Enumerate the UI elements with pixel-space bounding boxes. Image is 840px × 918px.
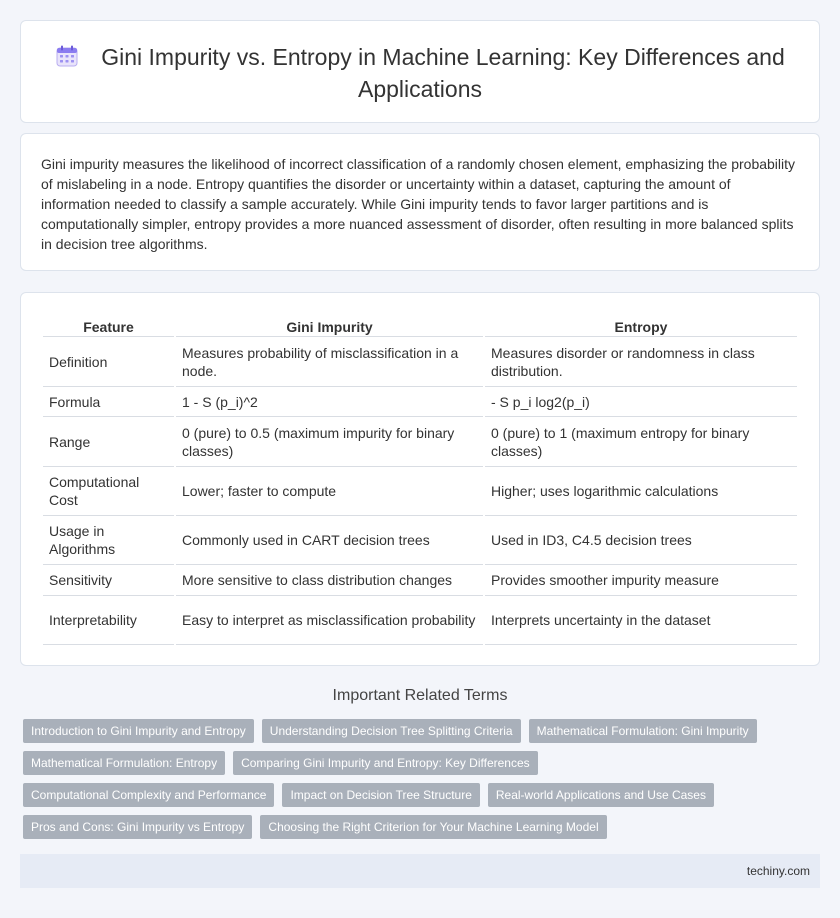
- entropy-cell: - S p_i log2(p_i): [485, 387, 797, 417]
- header-gini: Gini Impurity: [176, 313, 483, 337]
- gini-cell: Measures probability of misclassification in a node.: [176, 337, 483, 387]
- feature-cell: Sensitivity: [43, 565, 174, 596]
- entropy-cell: Measures disorder or randomness in class distribution.: [485, 337, 797, 387]
- entropy-cell: Interprets uncertainty in the dataset: [485, 596, 797, 645]
- related-terms-list: [23, 719, 803, 847]
- entropy-cell: Higher; uses logarithmic calculations: [485, 467, 797, 516]
- entropy-cell: Used in ID3, C4.5 decision trees: [485, 516, 797, 565]
- entropy-cell: Provides smoother impurity measure: [485, 565, 797, 596]
- related-term-tag[interactable]: Computational Complexity and Performance: [23, 783, 274, 807]
- intro-card: [20, 133, 820, 271]
- page-title-wrap: [41, 43, 799, 104]
- feature-cell: Range: [43, 417, 174, 467]
- gini-cell: Commonly used in CART decision trees: [176, 516, 483, 565]
- feature-cell: Interpretability: [43, 596, 174, 645]
- related-term-tag[interactable]: Choosing the Right Criterion for Your Machine Learning Model: [260, 815, 606, 839]
- feature-cell: Definition: [43, 337, 174, 387]
- related-term-tag[interactable]: Pros and Cons: Gini Impurity vs Entropy: [23, 815, 252, 839]
- table-row: [43, 467, 797, 516]
- related-term-tag[interactable]: Introduction to Gini Impurity and Entropy: [23, 719, 254, 743]
- calendar-icon: [55, 44, 79, 75]
- entropy-cell: 0 (pure) to 1 (maximum entropy for binary classes): [485, 417, 797, 467]
- footer-site-link[interactable]: techiny.com: [746, 864, 810, 878]
- table-row: [43, 565, 797, 596]
- gini-cell: 1 - S (p_i)^2: [176, 387, 483, 417]
- table-row: [43, 337, 797, 387]
- related-term-tag[interactable]: Understanding Decision Tree Splitting Criteria: [262, 719, 521, 743]
- table-header-row: [43, 313, 797, 337]
- footer: [20, 854, 820, 888]
- table-row: [43, 387, 797, 417]
- related-terms-heading: Important Related Terms: [332, 687, 508, 704]
- comparison-table: [41, 313, 799, 645]
- related-term-tag[interactable]: Mathematical Formulation: Gini Impurity: [529, 719, 757, 743]
- feature-cell: Computational Cost: [43, 467, 174, 516]
- title-card: [20, 20, 820, 123]
- table-row: [43, 596, 797, 645]
- gini-cell: 0 (pure) to 0.5 (maximum impurity for binary classes): [176, 417, 483, 467]
- related-term-tag[interactable]: Comparing Gini Impurity and Entropy: Key Differences: [233, 751, 538, 775]
- table-row: [43, 417, 797, 467]
- feature-cell: Usage in Algorithms: [43, 516, 174, 565]
- related-term-tag[interactable]: Real-world Applications and Use Cases: [488, 783, 714, 807]
- gini-cell: Easy to interpret as misclassification probability: [176, 596, 483, 645]
- related-term-tag[interactable]: Impact on Decision Tree Structure: [282, 783, 479, 807]
- comparison-card: [20, 292, 820, 666]
- feature-cell: Formula: [43, 387, 174, 417]
- gini-cell: Lower; faster to compute: [176, 467, 483, 516]
- gini-cell: More sensitive to class distribution changes: [176, 565, 483, 596]
- table-row: [43, 516, 797, 565]
- header-entropy: Entropy: [485, 313, 797, 337]
- intro-paragraph: Gini impurity measures the likelihood of incorrect classification of a randomly chosen element, emphasizing the probability of mislabeling in a node. Entropy quantifies the disorder or uncertainty within a dataset, capturing the amount of information needed to classify a sample accurately. While Gini impurity tends to favor larger partitions and is computationally simpler, entropy provides a more nuanced assessment of disorder, often resulting in more balanced splits in decision tree algorithms.: [41, 156, 796, 252]
- related-term-tag[interactable]: Mathematical Formulation: Entropy: [23, 751, 225, 775]
- header-feature: Feature: [43, 313, 174, 337]
- page-title: Gini Impurity vs. Entropy in Machine Learning: Key Differences and Applications: [101, 44, 785, 102]
